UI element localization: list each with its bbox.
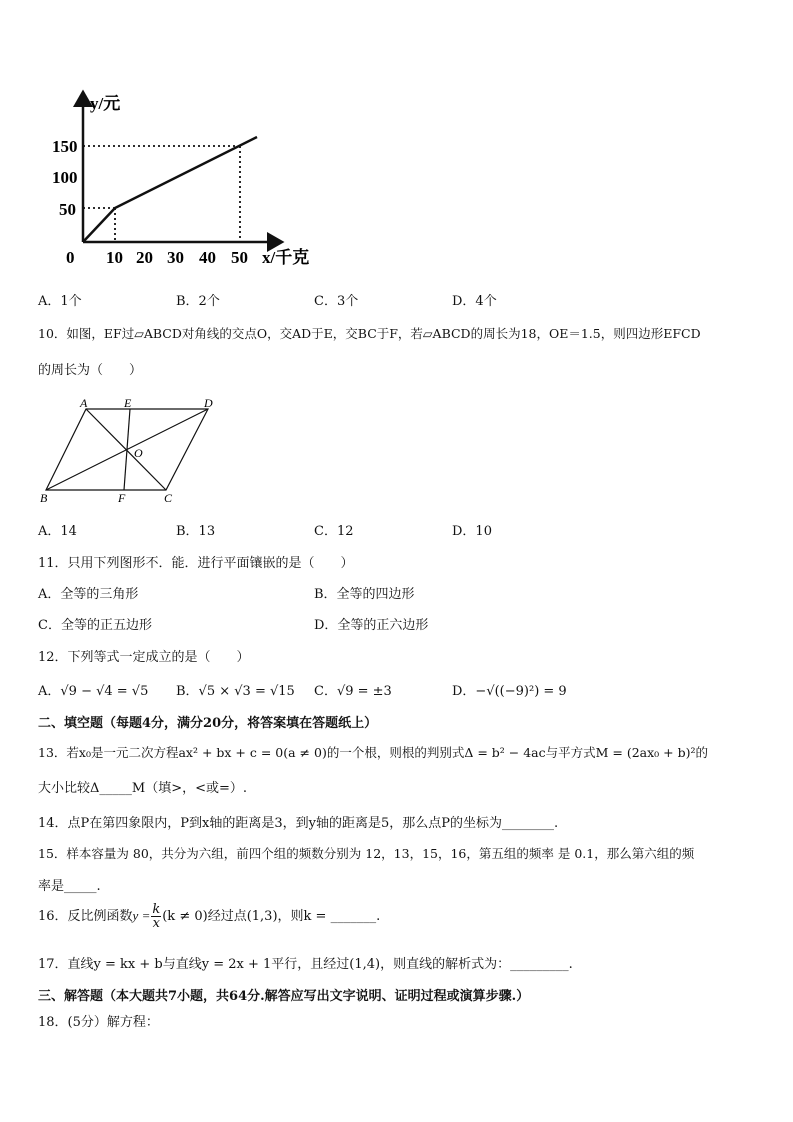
q16-fraction-numerator: k — [152, 902, 161, 917]
q12-option-b[interactable]: B．√5 × √3 = √15 — [176, 684, 295, 699]
x-tick-30: 30 — [167, 248, 184, 267]
q12-option-d[interactable]: D．−√((−9)²) = 9 — [452, 684, 567, 699]
q11-stem: 11．只用下列图形不．能．进行平面镶嵌的是（ ） — [38, 556, 354, 571]
q11-option-a[interactable]: A．全等的三角形 — [38, 587, 139, 602]
label-b: B — [40, 491, 48, 505]
q9-option-b[interactable]: B．2个 — [176, 294, 220, 309]
origin-label: 0 — [66, 248, 75, 267]
label-e: E — [124, 396, 132, 410]
q16-fraction-denominator: x — [152, 916, 160, 931]
q11-option-d[interactable]: D．全等的正六边形 — [314, 618, 429, 633]
price-line — [83, 137, 257, 242]
x-tick-50: 50 — [231, 248, 248, 267]
q16-condition: (k ≠ 0) — [162, 909, 208, 924]
y-tick-50: 50 — [59, 200, 76, 219]
q16-point: (1,3) — [246, 909, 278, 924]
y-axis-label: y/元 — [90, 94, 121, 113]
q10-option-b[interactable]: B．13 — [176, 524, 216, 539]
x-tick-10: 10 — [106, 248, 123, 267]
label-f: F — [118, 491, 126, 505]
label-c: C — [164, 491, 173, 505]
segment-ef — [124, 409, 130, 490]
y-tick-150: 150 — [52, 137, 78, 156]
q14-text: 14．点P在第四象限内，P到x轴的距离是3，到y轴的距离是5，那么点P的坐标为________. — [38, 816, 559, 831]
q16-fraction — [151, 903, 161, 930]
section-2-heading: 二、填空题（每题4分，满分20分，将答案填在答题纸上） — [38, 716, 378, 731]
x-tick-40: 40 — [199, 248, 216, 267]
q10-option-a[interactable]: A．14 — [38, 524, 77, 539]
q16-prefix: 16．反比例函数 — [38, 909, 133, 924]
y-tick-100: 100 — [52, 168, 78, 187]
x-tick-20: 20 — [136, 248, 153, 267]
q10-option-c[interactable]: C．12 — [314, 524, 354, 539]
q16-text — [38, 903, 380, 930]
q11-option-b[interactable]: B．全等的四边形 — [314, 587, 415, 602]
q9-option-a[interactable]: A．1个 — [38, 294, 82, 309]
label-o: O — [134, 446, 143, 460]
q10-option-d[interactable]: D．10 — [452, 524, 492, 539]
q16-func-lhs: y = — [132, 908, 151, 923]
parallelogram-figure — [38, 395, 228, 510]
label-a: A — [80, 396, 88, 410]
q9-option-d[interactable]: D．4个 — [452, 294, 497, 309]
q9-option-c[interactable]: C．3个 — [314, 294, 359, 309]
q11-option-c[interactable]: C．全等的正五边形 — [38, 618, 152, 633]
q16-mid: 经过点 — [207, 909, 247, 924]
q15-line1: 15．样本容量为 80，共分为六组，前四个组的频数分别为 12，13，15，16，第五组的频率 是 0.1，那么第六组的频 — [38, 846, 695, 861]
q17-text: 17．直线y = kx + b与直线y = 2x + 1平行，且经过(1,4)，则直线的解析式为：_________. — [38, 957, 573, 972]
q16-suffix: ，则k = _______. — [277, 909, 381, 924]
q10-stem-line1: 10．如图，EF过▱ABCD对角线的交点O，交AD于E，交BC于F，若▱ABCD的周长为18，OE＝1.5，则四边形EFCD — [38, 326, 701, 341]
q12-option-c[interactable]: C．√9 = ±3 — [314, 684, 392, 699]
q13-line2: 大小比较Δ_____M（填>，<或=）. — [38, 781, 248, 796]
section-3-heading: 三、解答题（本大题共7小题，共64分.解答应写出文字说明、证明过程或演算步骤.） — [38, 989, 530, 1004]
q13-line1: 13．若x₀是一元二次方程ax² + bx + c = 0(a ≠ 0)的一个根，则根的判别式Δ = b² − 4ac与平方式M = (2ax₀ + b)²的 — [38, 745, 708, 760]
label-d: D — [204, 396, 213, 410]
q18-text: 18．(5分）解方程： — [38, 1015, 159, 1030]
q10-stem-line2: 的周长为（ ） — [38, 363, 143, 378]
price-weight-graph — [50, 82, 340, 277]
q15-line2: 率是_____. — [38, 879, 101, 894]
q12-option-a[interactable]: A．√9 − √4 = √5 — [38, 684, 149, 699]
x-axis-label: x/千克 — [262, 248, 310, 267]
q12-stem: 12．下列等式一定成立的是（ ） — [38, 650, 250, 665]
